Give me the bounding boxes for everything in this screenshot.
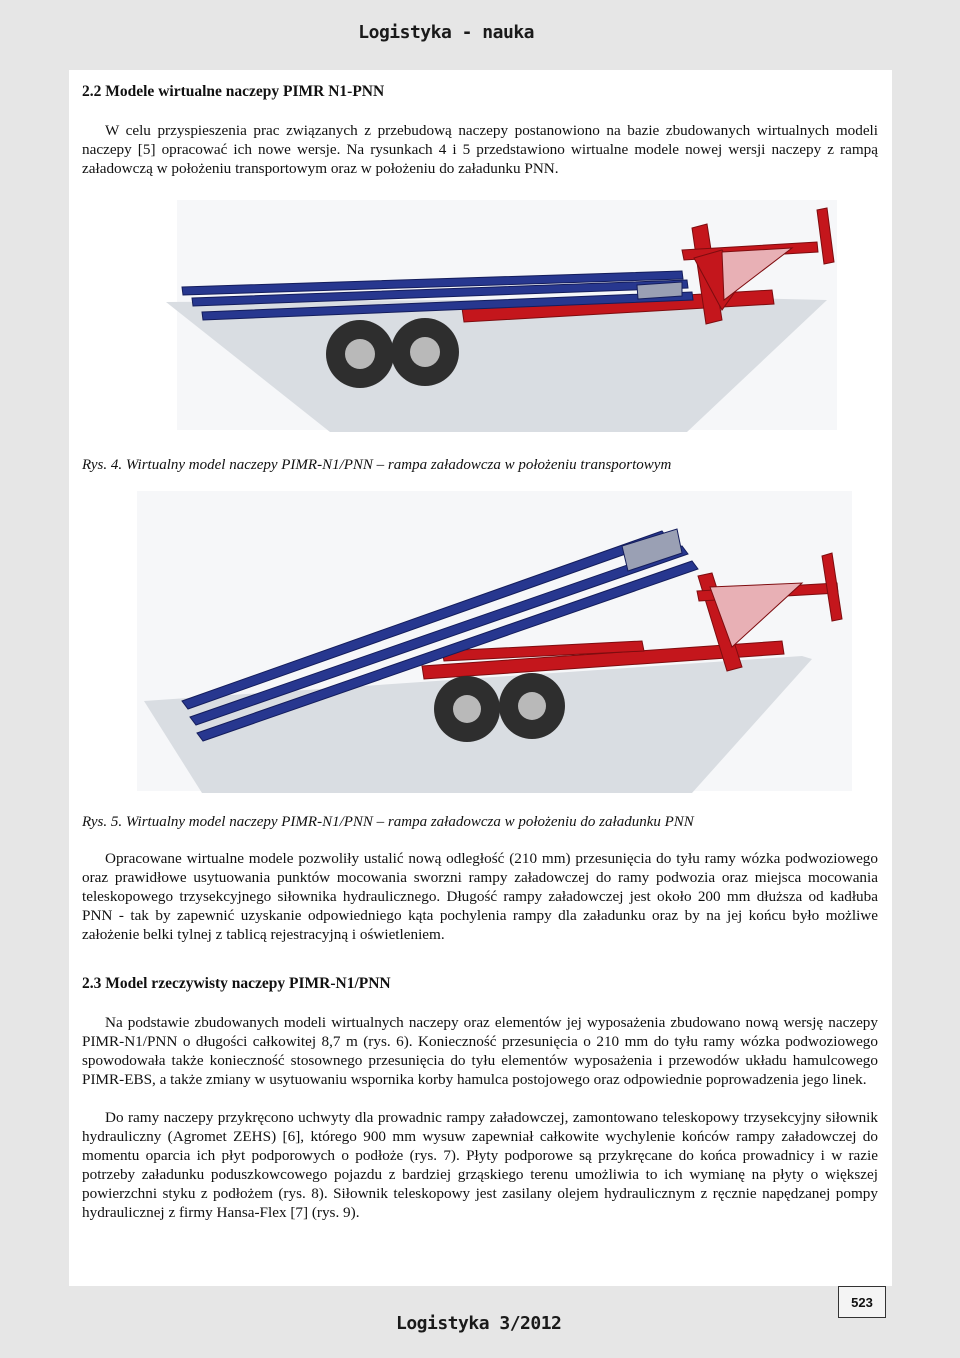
figure-4: [82, 200, 878, 432]
page-number-box: 523: [838, 1286, 886, 1318]
section-heading-2-2: 2.2 Modele wirtualne naczepy PIMR N1-PNN: [82, 83, 385, 100]
figure-4-caption: Rys. 4. Wirtualny model naczepy PIMR-N1/PNN – rampa załadowcza w położeniu transportowym: [82, 457, 672, 473]
section-2-3-paragraph-1: Na podstawie zbudowanych modeli wirtualnych naczepy oraz elementów jej wyposażenia zbudowano nową wersję naczepy PIMR-N1/PNN o długości całkowitej 8,7 m (rys. 6). Konieczność przesunięcia o 210 mm do tyłu ramy wózka podwoziowego spowodowała także konieczność stosownego przesunięcia do tyłu elementów wyposażenia i przewodów układu hamulcowego PIMR-EBS, a także zmiany w usytuowaniu wspornika korby hamulca postojowego oraz odpowiednie poprowadzenia jego linek.: [82, 1014, 878, 1088]
trailer-transport-position-image: [82, 200, 878, 432]
article-body: [82, 82, 878, 1222]
section-2-2-paragraph: W celu przyspieszenia prac związanych z przebudową naczepy postanowiono na bazie zbudowanych wirtualnych modeli naczepy [5] opracować ich nowe wersje. Na rysunkach 4 i 5 przedstawiono wirtualne modele nowej wersji naczepy z rampą załadowczą w położeniu transportowym oraz w położeniu do załadunku PNN.: [82, 122, 878, 177]
running-header: Logistyka - nauka: [358, 22, 534, 43]
section-heading-2-3: 2.3 Model rzeczywisty naczepy PIMR-N1/PNN: [82, 975, 391, 992]
figure-5-caption: Rys. 5. Wirtualny model naczepy PIMR-N1/PNN – rampa załadowcza w położeniu do załadunku PNN: [82, 814, 694, 830]
footer-journal-title: Logistyka 3/2012: [396, 1313, 562, 1334]
section-2-3-paragraph-2: Do ramy naczepy przykręcono uchwyty dla prowadnic rampy załadowczej, zamontowano teleskopowy trzysekcyjny siłownik hydrauliczny (Agromet ZEHS) [6], którego 900 mm wysuw zapewniał całkowite wychylenie końców rampy załadowczej do momentu oparcia ich płyt podporowych o podłoże (rys. 7). Płyty podporowe są przykręcane do końca prowadnicy i w razie potrzeby załadunku poduszkowcowego pojazdu z bardziej grząskiego terenu umożliwia to ich wymianę na płyty o większej powierzchni styku z podłożem (rys. 8). Siłownik teleskopowy jest zasilany olejem hydraulicznym z ręcznie napędzanej pompy hydraulicznej z firmy Hansa-Flex [7] (rys. 9).: [82, 1109, 878, 1221]
figure-5: [82, 491, 878, 796]
figure-discussion-paragraph: Opracowane wirtualne modele pozwoliły ustalić nową odległość (210 mm) przesunięcia do tyłu ramy wózka podwoziowego oraz prawidłowe usytuowania punktów mocowania sworzni rampy załadowczej do ramy podwozia oraz miejsca mocowania teleskopowego trzysekcyjnego siłownika hydraulicznego. Długość rampy załadowczej jest około 200 mm dłuższa od kadłuba PNN - tak by zapewnić uzyskanie odpowiedniego kąta pochylenia rampy dla załadunku oraz by na jej końcu było możliwe założenie belki tylnej z tablicą rejestracyjną i oświetleniem.: [82, 850, 878, 943]
trailer-loading-position-image: [82, 491, 878, 796]
page-sheet: [69, 70, 892, 1286]
